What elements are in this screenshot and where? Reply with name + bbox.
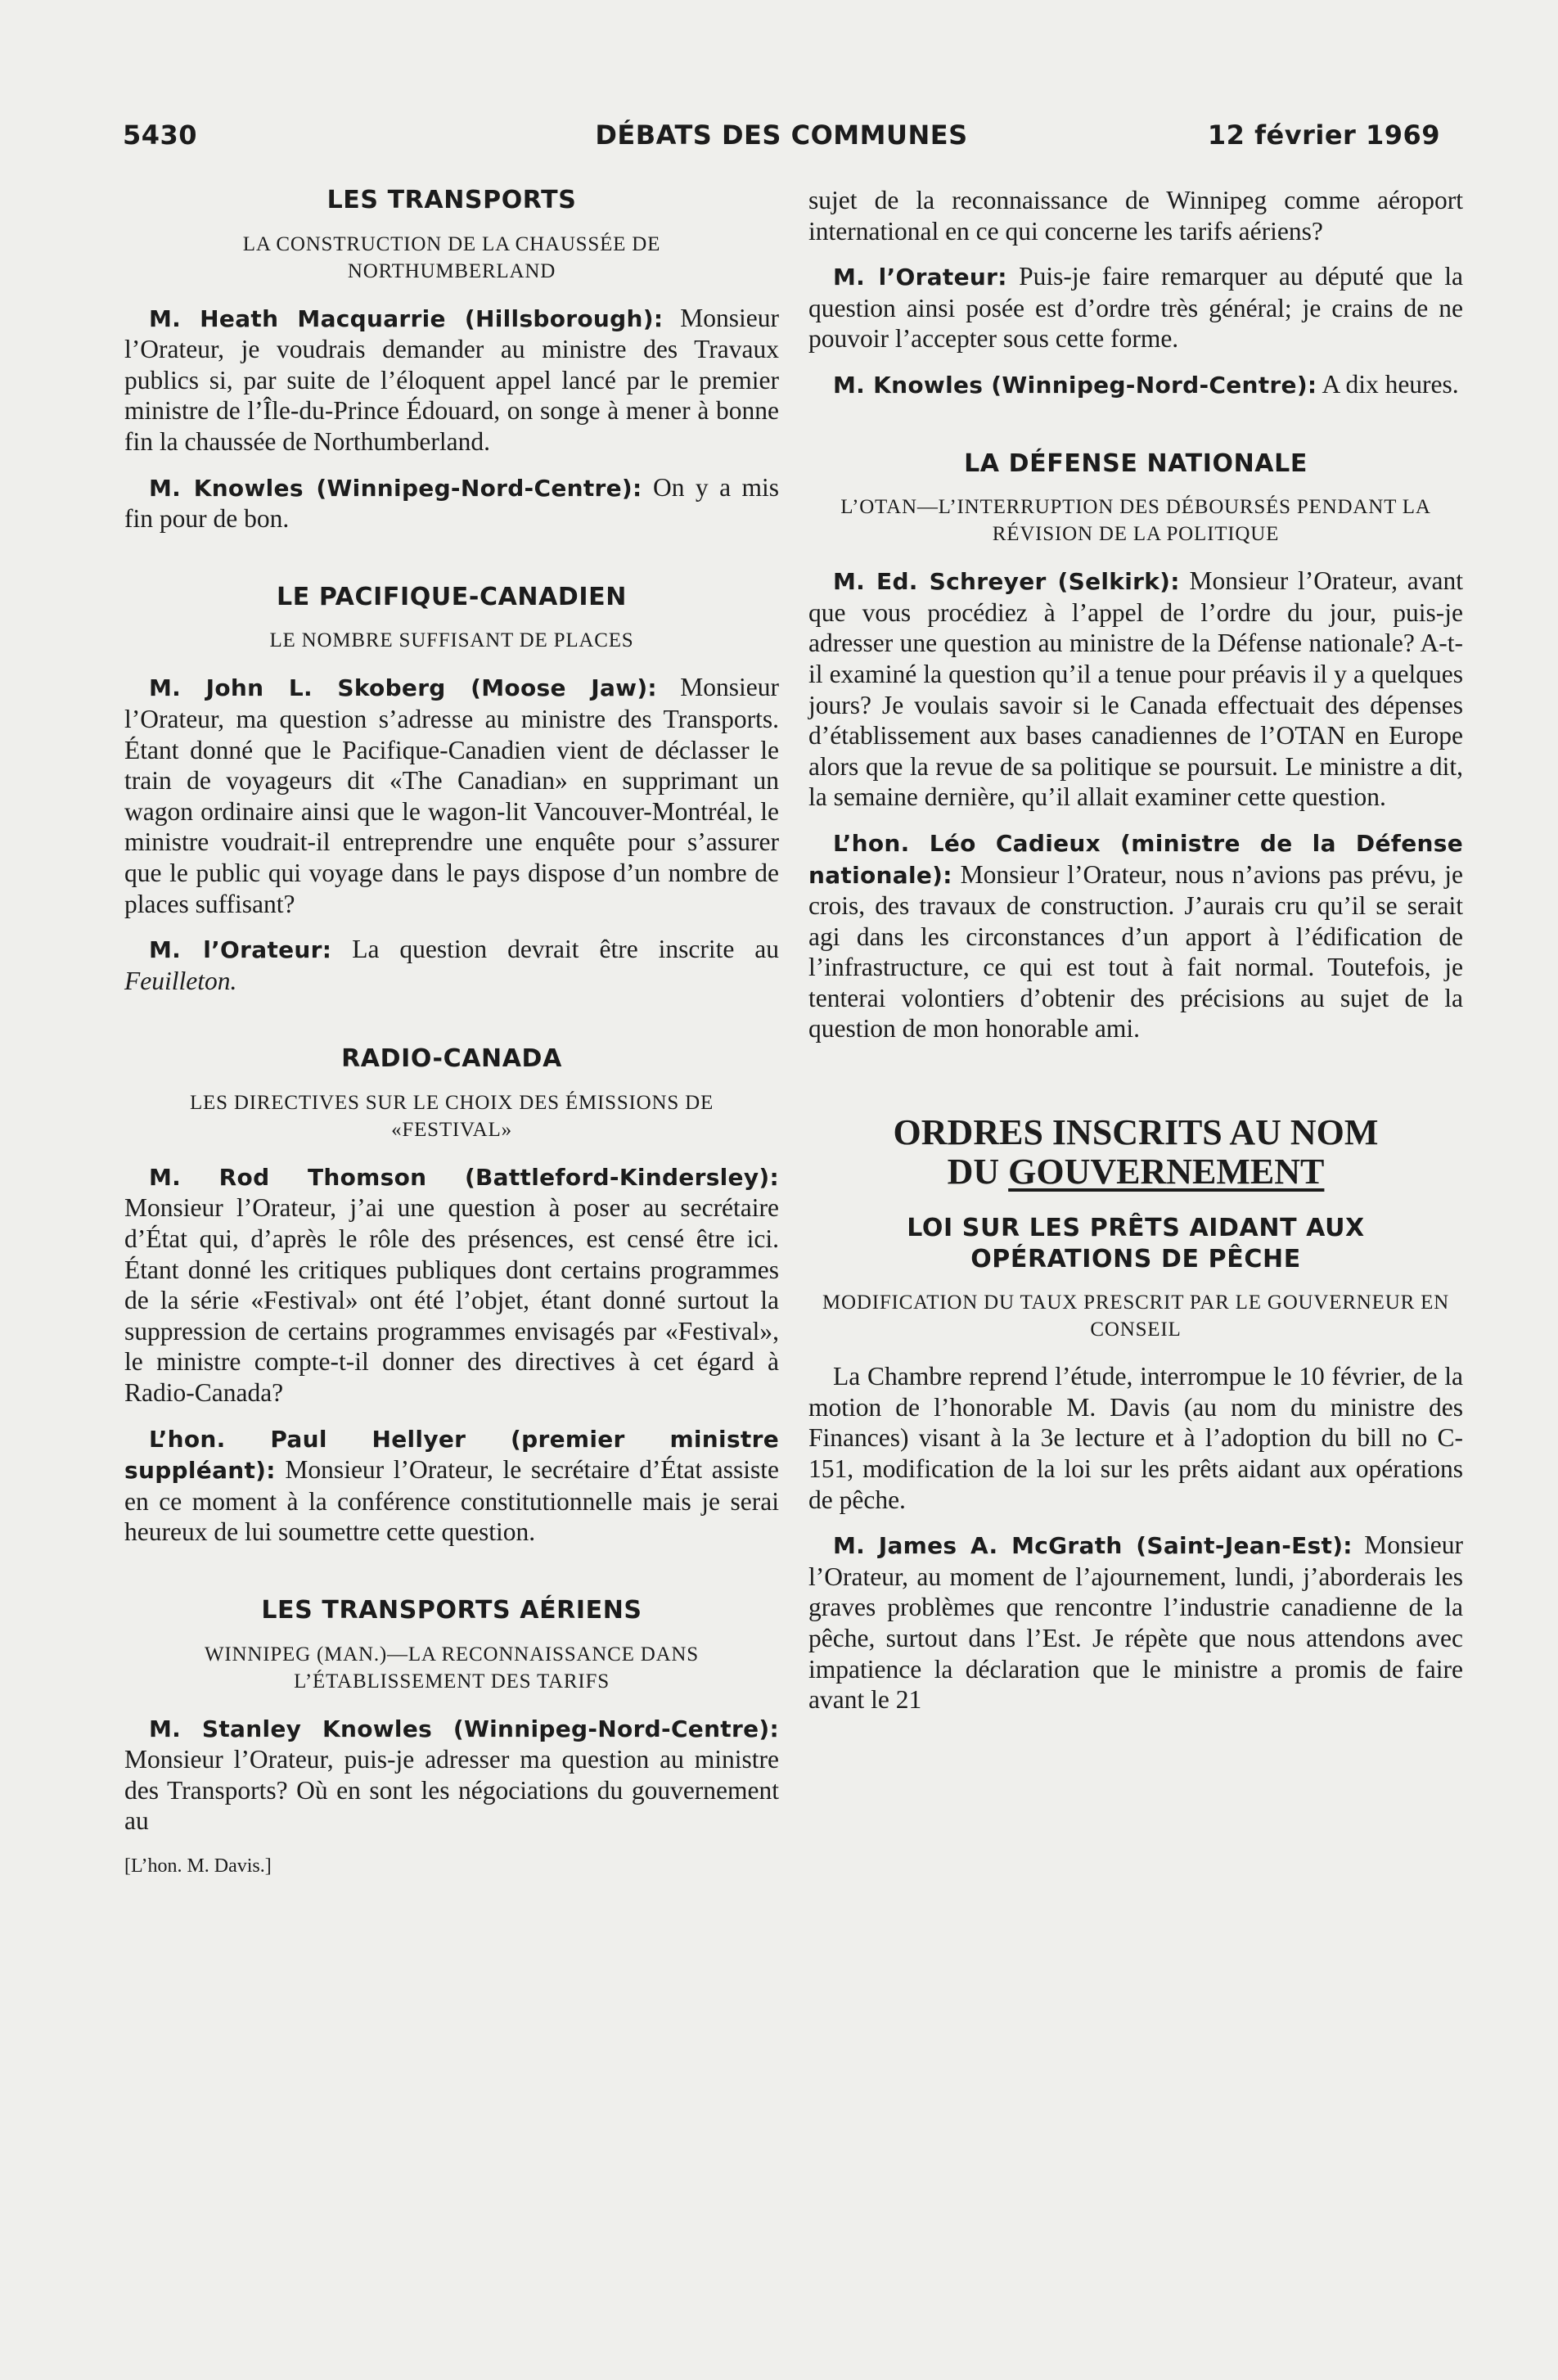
orders-heading-line2: DU GOUVERNEMENT [947,1152,1325,1192]
speech-text: Monsieur l’Orateur, je voudrais demander au ministre des Travaux publics si, par suite de l’éloquent appel lancé par le premier ministre de l’Île-du-Prince Édouard, on songe à mener à bonne fin la chaussée de Northumberland. [124,303,779,456]
speaker-name: M. l’Orateur: [149,936,332,964]
issue-date: 12 février 1969 [1207,119,1440,151]
speech-cadieux [808,827,1463,1044]
speaker-name: M. Rod Thomson (Battleford-Kindersley): [149,1163,779,1191]
section-heading-transports-aeriens: LES TRANSPORTS AÉRIENS [261,1596,642,1625]
section-heading-pacifique: LE PACIFIQUE-CANADIEN [277,582,627,611]
speech-text: Monsieur l’Orateur, j’ai une question à poser au secrétaire d’État qui, d’après le rôle des présences, est censé être ici. Étant donné les critiques publiques dont certains programmes de la série «Festival» ont été l’objet, étant donné surtout la suppression de certains programmes envisagés par «Festival», le ministre compte-t-il donner des directives à cet égard à Radio-Canada? [124,1193,779,1408]
speech-text: Monsieur l’Orateur, nous n’avions pas prévu, je crois, des travaux de construction. J’aurais cru qu’il se serait agi dans les circonstances d’un apport à l’édification de l’infrastructure, ce qui est tout à fait normal. Toutefois, je tenterai volontiers d’obtenir des précisions au sujet de la question de mon honorable ami. [808,859,1463,1044]
publication-title: DÉBATS DES COMMUNES [595,119,968,151]
speech-text: On y a mis fin pour de bon. [124,472,779,534]
speaker-name: M. Knowles (Winnipeg-Nord-Centre): [149,474,642,502]
orders-heading-underlined: GOUVERNEMENT [1008,1152,1325,1192]
speech-text: La question devrait être inscrite au [331,935,780,964]
speech-orateur-2 [808,261,1463,354]
speaker-name: M. Knowles (Winnipeg-Nord-Centre): [833,371,1317,399]
speech-text: Monsieur l’Orateur, le secrétaire d’État assiste en ce moment à la conférence constitutionnelle mais je serai heureux de lui soumettre cette question. [124,1455,779,1547]
section-heading-radio-canada: RADIO-CANADA [341,1044,562,1074]
speaker-name: L’hon. Léo Cadieux (ministre de la Défense nationale): [808,829,1463,889]
subheading-otan: L’OTAN—L’INTERRUPTION DES DÉBOURSÉS PENDANT LA RÉVISION DE LA POLITIQUE [840,496,1431,546]
subheading-festival: LES DIRECTIVES SUR LE CHOIX DES ÉMISSIONS DE «FESTIVAL» [189,1091,714,1141]
speech-macquarrie [124,303,779,458]
proceedings-text: La Chambre reprend l’étude, interrompue le 10 février, de la motion de l’honorable M. Davis (au nom du ministre des Finances) visant à la 3e lecture et à l’adoption du bill no C-151, modification de la loi sur les prêts aidant aux opérations de pêche. [808,1362,1463,1514]
speaker-name: L’hon. Paul Hellyer (premier ministre suppléant): [124,1425,779,1485]
speech-thomson [124,1161,779,1409]
section-heading-defense: LA DÉFENSE NATIONALE [964,449,1308,478]
speech-continuation: sujet de la reconnaissance de Winnipeg comme aéroport international en ce qui concerne les tarifs aériens? [808,186,1463,246]
speech-hellyer [124,1423,779,1548]
speech-text: Monsieur l’Orateur, au moment de l’ajournement, lundi, j’aborderais les graves problèmes que rencontre l’industrie canadienne de la pêche, surtout dans l’Est. Je répète que nous attendons avec impatience la déclaration que le ministre a promis de faire avant le 21 [808,1530,1463,1715]
speech-stanley-knowles [124,1713,779,1837]
speaker-name: M. John L. Skoberg (Moose Jaw): [149,674,657,702]
speaker-name: M. l’Orateur: [833,264,1007,291]
subheading-taux: MODIFICATION DU TAUX PRESCRIT PAR LE GOUVERNEUR EN CONSEIL [822,1291,1450,1341]
speech-italic: Feuilleton. [124,966,237,995]
subheading-winnipeg: WINNIPEG (MAN.)—LA RECONNAISSANCE DANS L’ÉTABLISSEMENT DES TARIFS [204,1643,699,1693]
left-column [124,185,779,1882]
orders-heading-line1: ORDRES INSCRITS AU NOM [893,1112,1379,1153]
speech-knowles-2 [808,369,1463,401]
speech-text: Monsieur l’Orateur, puis-je adresser ma question au ministre des Transports? Où en sont les négociations du gouvernement au [124,1745,779,1836]
right-column [808,185,1463,1730]
speech-text: A dix heures. [1317,369,1459,399]
speaker-name: M. Ed. Schreyer (Selkirk): [833,568,1180,596]
subheading-places: LE NOMBRE SUFFISANT DE PLACES [269,629,634,652]
speech-mcgrath [808,1530,1463,1715]
subheading-chaussee: LA CONSTRUCTION DE LA CHAUSSÉE DE NORTHUMBERLAND [242,232,661,282]
speech-skoberg [124,672,779,919]
orders-heading [808,1113,1463,1192]
page-number: 5430 [123,119,198,151]
footnote: [L’hon. M. Davis.] [124,1855,272,1877]
speaker-name: M. Stanley Knowles (Winnipeg-Nord-Centre): [149,1715,779,1742]
page-header [123,119,1440,160]
section-heading-transports: LES TRANSPORTS [326,186,577,214]
speech-text: Monsieur l’Orateur, ma question s’adresse au ministre des Transports. Étant donné que le Pacifique-Canadien vient de déclasser le train de voyageurs dit «The Canadian» en supprimant un wagon ordinaire ainsi que le wagon-lit Vancouver-Montréal, le ministre voudrait-il entreprendre une enquête pour s’assurer que le public qui voyage dans le pays dispose d’un nombre de places suffisant? [124,673,779,918]
speech-text: Puis-je faire remarquer au député que la question ainsi posée est d’ordre très général; je crains de ne pouvoir l’accepter sous cette forme. [808,262,1464,354]
speech-knowles-1 [124,472,779,534]
speaker-name: M. Heath Macquarrie (Hillsborough): [149,304,664,332]
speech-text: Monsieur l’Orateur, avant que vous procédiez à l’appel de l’ordre du jour, puis-je adresser une question au ministre de la Défense nationale? A-t-il examiné la question qu’il a tenue pour préavis il y a quelques jours? Je voulais savoir si le Canada effectuait des dépenses d’établissement aux bases canadiennes de l’OTAN en Europe alors que la revue de sa politique se poursuit. Le ministre a dit, la semaine dernière, qu’il allait examiner cette question. [808,566,1463,812]
speech-orateur-1 [124,934,779,996]
speech-schreyer [808,566,1463,813]
section-heading-prets-peche: LOI SUR LES PRÊTS AIDANT AUX OPÉRATIONS DE PÊCHE [907,1214,1365,1273]
speaker-name: M. James A. McGrath (Saint-Jean-Est): [833,1532,1353,1560]
